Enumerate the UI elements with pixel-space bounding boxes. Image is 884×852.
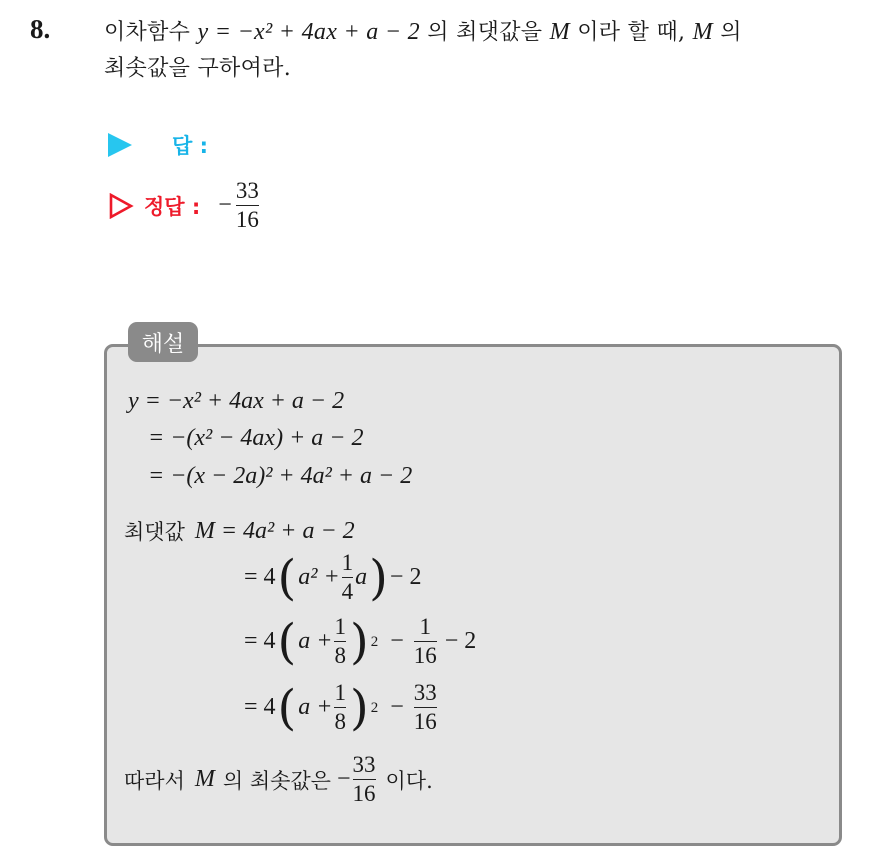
line6-numerator: 1 (334, 614, 346, 639)
correct-answer-sign: − (218, 192, 232, 218)
line7-denominator-2: 16 (413, 709, 437, 734)
line7-numerator: 1 (334, 680, 346, 705)
solution-line-3: = −(x − 2a)² + 4a² + a − 2 (148, 463, 413, 489)
right-paren: ) (349, 679, 369, 736)
line5-var: a (355, 564, 368, 590)
left-paren: ( (277, 549, 297, 606)
left-paren: ( (277, 613, 297, 670)
max-value-label: 최댓값 (124, 520, 185, 544)
correct-answer-denominator: 16 (235, 207, 259, 232)
question-number: 8. (30, 14, 51, 44)
outline-triangle-icon (108, 193, 134, 219)
left-paren: ( (277, 679, 297, 736)
line6-minus: − (390, 628, 404, 654)
max-value-equation: M = 4a² + a − 2 (194, 517, 355, 544)
question-equation: y = −x² + 4ax + a − 2 (197, 19, 420, 45)
play-triangle-icon (108, 133, 132, 157)
solution-line-6: = 4 ( a + $\frac{1}{8}$ ) 2 − $\frac{1}{16}$ − 2 (244, 613, 477, 670)
line7-fraction-2 (414, 680, 437, 735)
line5-numerator: 1 (341, 550, 354, 575)
right-paren: ) (349, 613, 369, 670)
conclusion-end: 이다. (385, 768, 433, 793)
line7-coefficient: = 4 (244, 694, 276, 720)
line6-tail: − 2 (444, 628, 477, 654)
question-line1-post: 이라 할 때, (577, 20, 686, 45)
question-line1-pre: 이차함수 (104, 20, 191, 45)
solution-line-5 (244, 550, 421, 605)
conclusion-fraction (353, 752, 376, 807)
line7-term: a + (298, 694, 333, 720)
answer-row[interactable] (108, 128, 208, 162)
answer-label: 답 : (172, 134, 208, 158)
line6-denominator-2: 16 (413, 643, 437, 668)
line6-denominator: 8 (334, 643, 346, 668)
conclusion-numerator: 33 (352, 752, 376, 777)
line5-term: a² + (298, 564, 340, 590)
question-line2: 최솟값을 구하여라. (104, 56, 292, 81)
correct-answer-fraction (236, 178, 259, 233)
line6-numerator-2: 1 (419, 614, 432, 639)
conclusion-sign: − (336, 766, 351, 792)
line6-term: a + (298, 628, 333, 654)
conclusion-middle: 의 최솟값은 (222, 768, 331, 793)
line5-coefficient: = 4 (244, 564, 276, 590)
question-var-m: M (549, 19, 570, 45)
line5-fraction (342, 550, 354, 605)
question-line1-mid: 의 최댓값을 (427, 20, 543, 45)
line6-fraction (334, 614, 346, 669)
right-paren: ) (369, 549, 388, 606)
line7-denominator: 8 (334, 709, 346, 734)
solution-line-1: y = −x² + 4ax + a − 2 (128, 388, 345, 414)
conclusion-denominator: 16 (352, 781, 376, 806)
line5-denominator: 4 (341, 579, 354, 604)
line6-coefficient: = 4 (244, 628, 276, 654)
conclusion-var-m: M (194, 766, 215, 792)
correct-answer-numerator: 33 (235, 178, 259, 203)
line7-minus: − (390, 694, 404, 720)
solution-line-4 (124, 516, 355, 546)
line6-fraction-2 (414, 614, 437, 669)
question-var-m2: M (692, 19, 713, 45)
line5-tail: − 2 (389, 564, 422, 590)
question-line1-end: 의 (720, 20, 742, 45)
solution-line-2: = −(x² − 4ax) + a − 2 (148, 425, 364, 451)
solution-tag: 해설 (128, 322, 198, 362)
solution-line-8 (124, 752, 433, 807)
line7-fraction (334, 680, 346, 735)
correct-answer-label: 정답 : (144, 194, 201, 219)
conclusion-prefix: 따라서 (124, 768, 185, 793)
line7-numerator-2: 33 (413, 680, 437, 705)
question-text (104, 14, 874, 87)
solution-line-7: = 4 ( a + $\frac{1}{8}$ ) 2 − $\frac{33}{16}$ (244, 679, 437, 736)
correct-answer-row (108, 178, 261, 233)
